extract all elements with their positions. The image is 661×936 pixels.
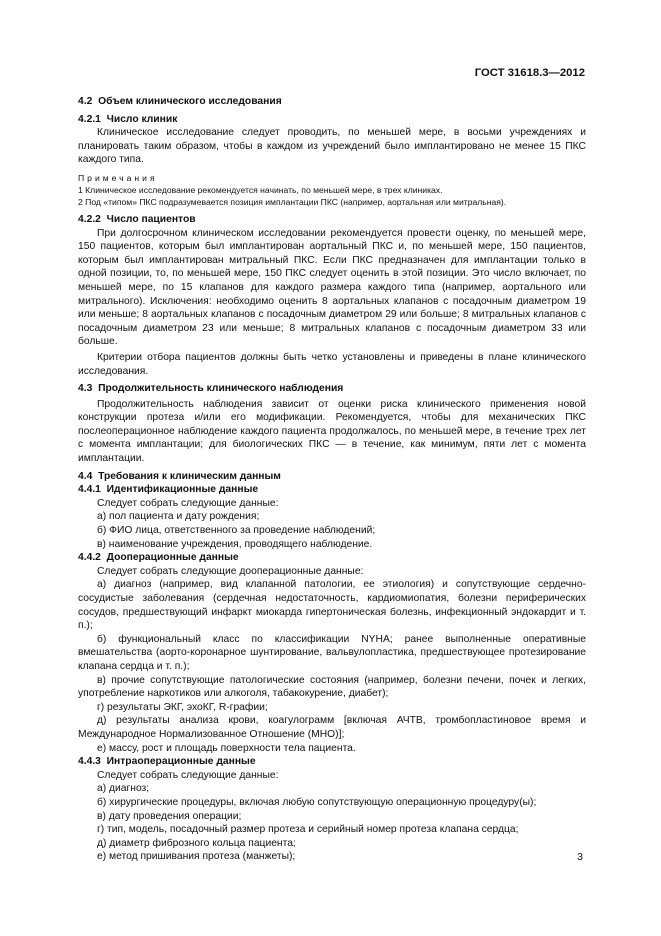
heading-title: Число пациентов <box>106 213 196 225</box>
heading-4-4-3 <box>78 755 586 769</box>
list-item: а) пол пациента и дату рождения; <box>97 511 260 523</box>
paragraph-patients: При долгосрочном клиническом исследовании рекомендуется провести оценку, по меньшей мере, 150 пациентов, которым был имплантирован аортальный ПКС и, по меньшей мере, 150 пациентов, которым был имплантирован митральный ПКС. Если ПКС предназначен для имплантации только в одной позиции, то, по меньшей мере, 150 ПКС следует оценить в этой позиции. Это число включает, по меньшей мере, по 15 клапанов для каждого размера каждого типа (например, аортального или митрального). Исключения: необходимо оценить 8 аортальных клапанов с посадочным диаметром 19 или меньше; 8 аортальных клапанов с посадочным диаметром 29 или больше; 8 митральных клапанов с посадочным диаметром 23 или меньше; 8 митральных клапанов с посадочным диаметром 33 или больше. <box>78 227 586 348</box>
heading-title: Объем клинического исследования <box>98 96 282 107</box>
list-item: б) ФИО лица, ответственного за проведение наблюдений; <box>97 525 376 537</box>
heading-title: Дооперационные данные <box>106 552 239 564</box>
paragraph-criteria: Критерии отбора пациентов должны быть четко установлены и приведены в плане клинического исследования. <box>78 351 586 377</box>
paragraph-duration: Продолжительность наблюдения зависит от оценки риска клинического применения новой конструкции протеза и/или его модификации. Рекомендуется, чтобы для механических ПКС послеоперационное наблюдение каждого пациента продолжалось, по меньшей мере, в течение трех лет с момента имплантации; для биологических ПКС — в течение, как минимум, пяти лет с момента имплантации. <box>78 398 586 465</box>
heading-4-2-1 <box>78 113 586 127</box>
heading-number: 4.2 <box>78 96 93 107</box>
heading-number: 4.2.2 <box>78 213 101 225</box>
heading-4-4-2 <box>78 551 586 565</box>
paragraph-intraop-intro: Следует собрать следующие данные: <box>97 769 279 781</box>
list-item: в) наименование учреждения, проводящего наблюдение. <box>97 538 373 550</box>
heading-number: 4.4.3 <box>78 756 101 768</box>
heading-number: 4.4.1 <box>78 484 101 496</box>
heading-number: 4.4.2 <box>78 552 101 564</box>
notes-title: Примечания <box>78 172 158 183</box>
note-2: 2 Под «типом» ПКС подразумевается позиция имплантации ПКС (например, аортальная или митральная). <box>78 196 507 207</box>
heading-title: Требования к клиническим данным <box>98 470 281 482</box>
heading-number: 4.4 <box>78 470 93 482</box>
heading-number: 4.3 <box>78 383 93 395</box>
note-1: 1 Клиническое исследование рекомендуется начинать, по меньшей мере, в трех клиниках. <box>78 184 443 195</box>
list-item: а) диагноз (например, вид клапанной патологии, ее этиология) и сопутствующие сердечно-сосудистые заболевания (сердечная недостаточность, кардиомиопатия, болезни периферических сосудов, предшествующий инфаркт миокарда гипертоническая болезнь, инфекционный эндокардит и т. п.); <box>78 579 586 632</box>
standard-designation: ГОСТ 31618.3—2012 <box>474 67 585 79</box>
heading-4-3 <box>78 382 586 396</box>
heading-title: Продолжительность клинического наблюдения <box>98 383 344 395</box>
list-item: в) дату проведения операции; <box>97 810 242 822</box>
list-item: а) диагноз; <box>97 783 150 795</box>
heading-4-2-2 <box>78 213 586 227</box>
heading-title: Число клиник <box>106 113 178 125</box>
list-item: е) массу, рост и площадь поверхности тела пациента. <box>97 742 356 754</box>
heading-title: Интраоперационные данные <box>106 756 256 768</box>
document-body <box>78 95 586 864</box>
heading-title: Идентификационные данные <box>106 484 259 496</box>
heading-4-4-1 <box>78 483 586 497</box>
list-item: е) метод пришивания протеза (манжеты); <box>97 851 296 863</box>
list-item: г) результаты ЭКГ, эхоКГ, R-графии; <box>97 701 268 713</box>
list-item: д) результаты анализа крови, коагулограмм [включая АЧТВ, тромбопластиновое время и Международное Нормализованное Отношение (МНО)]; <box>78 715 586 740</box>
list-item: в) прочие сопутствующие патологические состояния (например, болезни печени, почек и легких, употребление наркотиков или алкоголя, табакокурение, диабет); <box>78 674 586 700</box>
heading-4-2 <box>78 95 586 109</box>
paragraph-clinics: Клиническое исследование следует проводить, по меньшей мере, в восьми учреждениях и планировать таким образом, чтобы в каждом из учреждений было имплантировано не менее 15 ПКС каждого типа. <box>78 127 586 166</box>
page-number: 3 <box>577 851 583 863</box>
heading-number: 4.2.1 <box>78 113 101 125</box>
list-item: г) тип, модель, посадочный размер протеза и серийный номер протеза клапана сердца; <box>97 824 519 836</box>
list-item: б) функциональный класс по классификации NYHA; ранее выполненные оперативные вмешательства (аорто-коронарное шунтирование, вальвулопластика, предшествующее протезирование клапана сердца и т. п.); <box>78 633 586 672</box>
heading-4-4 <box>78 470 586 484</box>
paragraph-ident-intro: Следует собрать следующие данные: <box>97 497 279 509</box>
list-item: д) диаметр фиброзного кольца пациента; <box>97 837 296 849</box>
list-item: б) хирургические процедуры, включая любую сопутствующую операционную процедуру(ы); <box>97 796 537 808</box>
paragraph-preop-intro: Следует собрать следующие дооперационные данные: <box>97 565 364 577</box>
